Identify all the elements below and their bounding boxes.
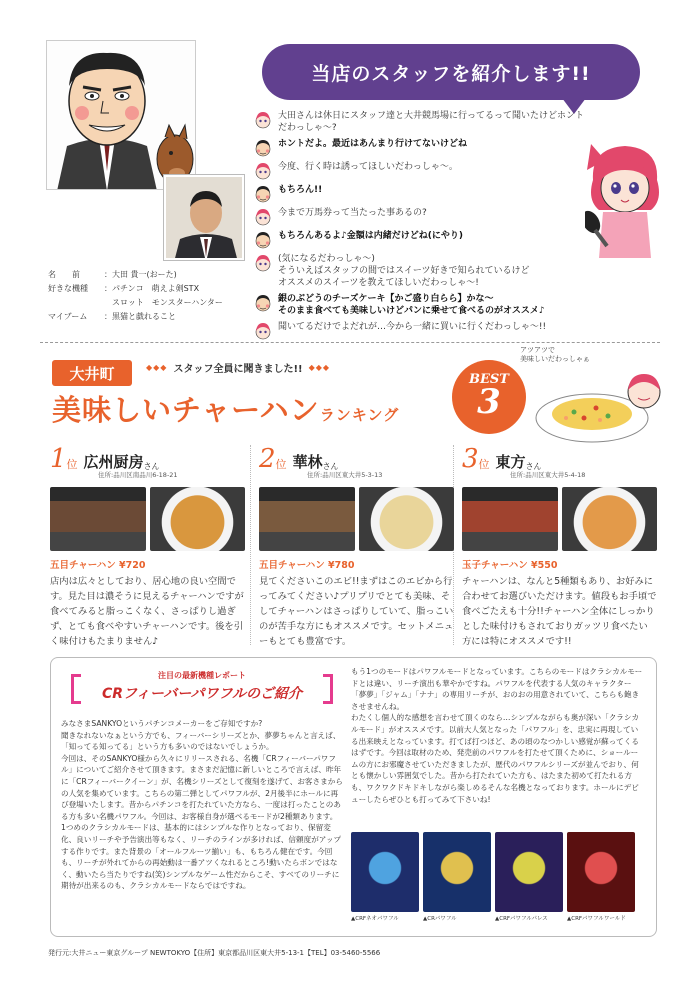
shop-photos — [259, 487, 454, 551]
shop-photos — [50, 487, 245, 551]
shop-header — [50, 440, 245, 472]
report-text-right: もう1つのモードはパワフルモードとなっています。こちらのモードはクラシカルモードとは違い、リーチ演出も華やかですね。パワフルを代表する人気のキャラクター「夢夢」「ジャム」「ナナ」の専用リーチが、おのおの用意されていて、こちらも飽きさせませんね。 わたくし個人的な感想を言わせて頂くのなら…シンプルながらも奥が深い「クラシカルモード」がオススメです。以前大人気となった「パワフル」を、忠実に再現している出来映えとなっています。打てば打つほど、あの頃のなつかしい感覚が蘇ってくるはずです。今回は取材のため、発売前のパワフルを打たせて頂くために、ショールームの方にお邪魔させていただきましたが、歴代のパワフルシリーズが並んでおり、何とも懐かしい雰囲気でした。昔から打たれていた方も、はたまた初めて打たれる方も、ワクワクドキドキしながら楽しめるそんな名機となっております。ホールにデビューしたらぜひとも打ってみて下さいね! — [351, 667, 643, 804]
profile-row: 名 前 ：大田 貴一(おーた) — [48, 270, 177, 279]
shop-storefront-photo — [50, 487, 146, 551]
machine-photo-card — [567, 832, 635, 922]
bracket-right — [323, 674, 333, 704]
shop-storefront-photo — [462, 487, 558, 551]
machine-photo-card — [423, 832, 491, 922]
staff-caricature — [46, 40, 196, 190]
rank-suffix: 位 — [66, 458, 78, 471]
machine-photo-card — [351, 832, 419, 922]
chat-message — [254, 321, 590, 340]
intro-title: 当店のスタッフを紹介します!! — [311, 62, 591, 85]
shop-photos — [462, 487, 657, 551]
chat-message — [254, 184, 590, 203]
rank-suffix: 位 — [478, 458, 490, 471]
chat-text: 聞いてるだけでよだれが…今から一緒に買いに行くだわっしゃ～!! — [278, 322, 547, 332]
girl-face-icon — [254, 111, 272, 129]
report-text-left: みなさまSANKYOというパチンコメーカーをご存知ですか? 聞きなれないなぁという方でも、フィーバーシリーズとか、夢夢ちゃんと言えば、「知ってる知ってる」という方も多いのではないでしょうか。 今回は、そのSANKYO様から久々にリリースされる、名機「CRフィーバーパワフル」についてご紹介させて頂きます。まさまだ記憶に新しいところで言えば、昨年に「CRフィーバークイーン」が、名機シリーズとして復刻を遂げて、お客さまからの人気を集めています。こちらの第二弾としてパワフルが、2月後半にホールに再び登場いたします。昔からパチンコを打たれていた方なら、一度は打ったことのある方も多い名機パワフル。今回は、お客様自身が選べるモードが2種類あります。 1つめのクラシカルモードは、基本的にはシンプルな作りとなっており、保留変化、良いリーチや予告演出等もなく、リーチのラインが多ければ、信頼度がアップする作りです。また背景の「オールフルーツ揃い」も、もちろん健在です。今回も、リーチが外れてからの再始動は一番アツくなれるところ!動いたらボンではなく、動いたら当たりですね(笑)シンプルなゲーム性だからこそ、すべてのリーチに期待が出来るのも、クラシカルモードならではですね。 — [61, 719, 343, 891]
shop-storefront-photo — [259, 487, 355, 551]
rank-number: 2 — [259, 444, 276, 474]
staff-face-icon — [254, 294, 272, 312]
shop-name: 広州厨房 — [83, 453, 144, 471]
pachinko-machine-photo — [567, 832, 635, 912]
machine-gallery — [351, 832, 635, 922]
shop-address: 住所:品川区南品川6-18-21 — [98, 471, 178, 479]
chat-text: もちろんあるよ♪金額は内緒だけどね(にやり) — [278, 231, 463, 241]
mascot-girl-microphone — [585, 140, 665, 260]
machine-caption: ▲CRFネオパワフル — [351, 916, 399, 922]
shop-description: 店内は広々としており、居心地の良い空間です。見た目は濃そうに見えるチャーハンですが食べてみると脂っこくなく、さっぱりし過ぎず、とても食べやすいチャーハンです。後を引く味付けもたまりません♪ — [50, 576, 244, 647]
fried-rice-photo — [359, 487, 455, 551]
chat-text: 銀のぶどうのチーズケーキ【かご盛り白らら】かな～ そのまま食べても美味しいけどパンに乗せて食べるのがオススメ♪ — [278, 294, 545, 316]
chat-message — [254, 110, 590, 134]
pachinko-machine-photo — [495, 832, 563, 912]
rank-suffix: 位 — [275, 458, 287, 471]
profile-row: スロット モンスターハンター — [104, 298, 223, 307]
shop-honorific: さん — [143, 462, 160, 471]
area-tag: 大井町 — [52, 360, 132, 386]
shop-address: 住所:品川区東大井5-4-18 — [510, 471, 586, 479]
girl-face-icon — [254, 322, 272, 340]
chat-message — [254, 230, 590, 249]
machine-report-box — [50, 657, 657, 937]
girl-face-icon — [254, 208, 272, 226]
ranking-shop — [259, 440, 454, 649]
chat-message — [254, 138, 590, 157]
staff-profile — [48, 268, 258, 324]
best3-badge: BEST 3 — [452, 360, 526, 434]
shop-honorific: さん — [525, 462, 542, 471]
shop-description: チャーハンは、なんと5種類もあり、お好みに合わせてお選びいただけます。値段もお手頃で食べごたえも十分!!チャーハン全体にしっかりとした味付けもされておりガッツリ食べたい方には特にオススメです!! — [462, 576, 657, 647]
decoration-dots: ◆◆◆ — [146, 363, 168, 372]
chat-text: (気になるだわっしゃ～) そういえばスタッフの間ではスイーツ好きで知られているけど オススメのスイーツを教えてほしいだわっしゃ～! — [278, 254, 530, 288]
chat-message — [254, 253, 590, 289]
fried-rice-photo — [150, 487, 246, 551]
rank-number: 1 — [50, 444, 67, 474]
staff-face-icon — [254, 231, 272, 249]
intro-title-bubble — [262, 44, 640, 100]
shop-name: 華林 — [292, 453, 323, 471]
ranking-shop — [462, 440, 657, 649]
chat-message — [254, 161, 590, 180]
pachinko-machine-photo — [423, 832, 491, 912]
ranking-subtitle: スタッフ全員に聞きました!! — [173, 364, 303, 375]
interview-chat — [254, 110, 590, 344]
fried-rice-plate-illustration — [534, 372, 664, 448]
machine-caption: ▲CRFパワフルパレス — [495, 916, 548, 922]
chat-message — [254, 293, 590, 317]
rank-number: 3 — [462, 444, 479, 474]
chat-text: 大田さんは休日にスタッフ達と大井競馬場に行ってるって聞いたけどホントだわっしゃ～? — [278, 111, 585, 133]
chat-text: 今まで万馬券って当たった事あるの? — [278, 208, 427, 218]
shop-description: 見てくださいこのエビ!!まずはこのエビから行ってみてください♪プリプリでとても美味、そしてチャーハンはさっぱりしていて、脂っこいのが苦手な方にもオススメです。セットメニューもとても豊富です。 — [259, 576, 454, 647]
shop-header — [259, 440, 454, 472]
machine-caption: ▲CRパワフル — [423, 916, 457, 922]
girl-face-icon — [254, 162, 272, 180]
profile-row: 好きな機種 ：パチンコ 萌えよ剣STX — [48, 284, 200, 293]
menu-price: 玉子チャーハン ¥550 — [462, 560, 558, 571]
staff-face-icon — [254, 185, 272, 203]
menu-price: 五目チャーハン ¥780 — [259, 560, 355, 571]
staff-face-icon — [254, 139, 272, 157]
machine-photo-card — [495, 832, 563, 922]
report-kicker: 注目の最新機種レポート — [158, 671, 246, 680]
bracket-left — [71, 674, 81, 704]
ranking-shop — [50, 440, 245, 649]
ranking-subtitle-banner — [146, 360, 330, 375]
profile-row: マイブーム ：黒猫と戯れること — [48, 312, 176, 321]
chat-text: もちろん!! — [278, 185, 323, 195]
ranking-title: 美味しいチャーハンランキング — [52, 393, 400, 427]
staff-photo — [164, 175, 244, 260]
shop-honorific: さん — [322, 462, 339, 471]
shop-name: 東方 — [495, 453, 526, 471]
decoration-dots: ◆◆◆ — [308, 363, 331, 372]
section-divider — [40, 342, 660, 343]
report-header — [71, 670, 333, 703]
girl-face-icon — [254, 254, 272, 272]
pachinko-machine-photo — [351, 832, 419, 912]
shop-address: 住所:品川区東大井5-3-13 — [307, 471, 383, 479]
chat-message — [254, 207, 590, 226]
shop-header — [462, 440, 657, 472]
column-separator — [250, 445, 251, 645]
chat-text: ホントだよ。最近はあんまり行けてないけどね — [278, 139, 468, 149]
publisher-footer: 発行元:大井ニュー東京グループ NEWTOKYO【住所】東京都品川区東大井5-13-1【TEL】03-5460-5566 — [48, 949, 381, 957]
mascot-note: アツアツで 美味しいだわっしゃぁ — [520, 346, 590, 363]
machine-caption: ▲CRFパワフルワールド — [567, 916, 626, 922]
menu-price: 五目チャーハン ¥720 — [50, 560, 146, 571]
fried-rice-photo — [562, 487, 658, 551]
report-title: CRフィーバーパワフルのご紹介 — [102, 686, 302, 702]
chat-text: 今度、行く時は誘ってほしいだわっしゃ～。 — [278, 162, 458, 172]
